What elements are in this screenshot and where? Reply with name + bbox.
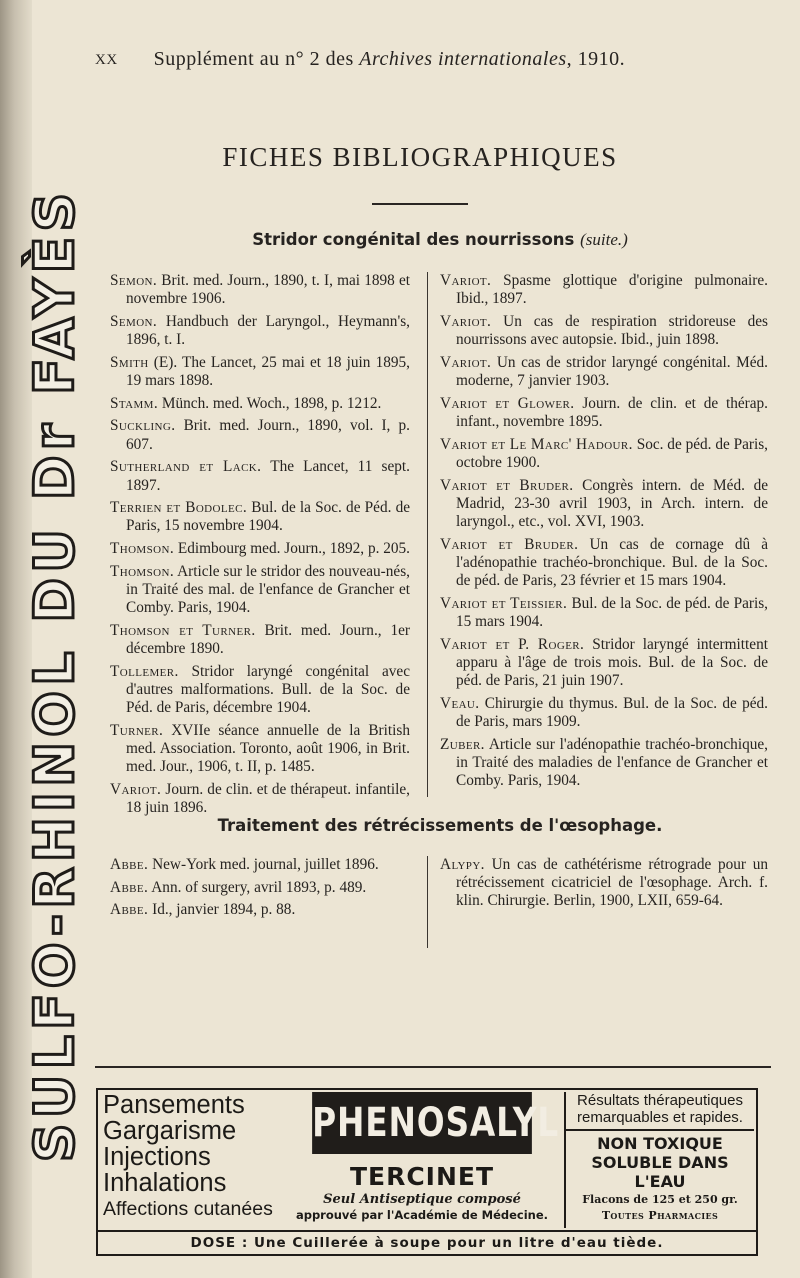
reference-author: Alypy. [440, 856, 485, 873]
ad-dose: DOSE : Une Cuillerée à soupe pour un litre d'eau tiède. [98, 1230, 756, 1254]
ad-use-item: Injections [103, 1143, 211, 1171]
reference-author: Sutherland et Lack. [110, 458, 262, 476]
reference-citation: Bul. de la Soc. de Péd. de Paris, 15 novembre 1904. [126, 499, 411, 535]
reference-entry [440, 313, 768, 349]
ad-non-toxic: NON TOXIQUE SOLUBLE DANS L'EAU [591, 1134, 729, 1191]
ad-brand-block [286, 1092, 558, 1228]
reference-author: Abbe. [110, 901, 149, 919]
reference-citation: Ann. of surgery, avril 1893, p. 489. [151, 878, 367, 896]
ad-pharmacies: Toutes Pharmacies [601, 1209, 719, 1222]
reference-entry [110, 272, 410, 308]
title-rule [372, 203, 468, 205]
reference-entry [110, 856, 410, 874]
header-text-c: , 1910. [566, 48, 626, 70]
ad-uses-list [103, 1092, 281, 1222]
reference-citation: Brit. med. Journ., 1er décembre 1890. [126, 621, 410, 658]
reference-citation: Id., janvier 1894, p. 88. [152, 901, 296, 919]
ad-maker: TERCINET [349, 1162, 495, 1191]
section-title-stridor [95, 230, 785, 250]
reference-author: Abbe. [110, 856, 149, 873]
reference-author: Abbe. [110, 878, 149, 896]
reference-citation: The Lancet, 11 sept. 1897. [126, 458, 410, 494]
section-title-oesophage [95, 816, 785, 835]
reference-entry [440, 395, 768, 431]
reference-entry [440, 354, 768, 390]
reference-entry [440, 595, 768, 631]
reference-citation: Article sur l'adénopathie trachéo-bronchique, in Traité des maladies de l'enfance de Grancher et Comby. Paris, 1904. [456, 735, 768, 790]
reference-entry [110, 395, 410, 413]
reference-entry [110, 563, 410, 618]
reference-entry [110, 458, 410, 494]
running-header [95, 48, 735, 71]
reference-entry [110, 622, 410, 658]
reference-entry [110, 901, 410, 919]
reference-author: Semon. [110, 312, 158, 330]
reference-author: Variot et Bruder. [440, 476, 574, 494]
reference-entry [110, 313, 410, 349]
reference-entry [440, 272, 768, 308]
reference-author: Thomson. [110, 540, 175, 558]
reference-entry [110, 722, 410, 777]
reference-citation: Chirurgie du thymus. Bul. de la Soc. de péd. de Paris, mars 1909. [456, 694, 768, 730]
reference-author: Variot. [440, 272, 492, 289]
reference-citation: Un cas de cornage dû à l'adénopathie trachéo-bronchique. Bul. de la Soc. de péd. de Paris, 23 février et 15 mars 1904. [456, 535, 768, 590]
bottom-rule [95, 1066, 771, 1068]
stridor-column-left [110, 272, 410, 822]
page-title: FICHES BIBLIOGRAPHIQUES [222, 142, 618, 172]
reference-entry [110, 499, 410, 535]
reference-citation: Soc. de péd. de Paris, octobre 1900. [456, 435, 769, 471]
ad-brand: PHENOSALYL [312, 1092, 532, 1154]
reference-citation: Journ. de clin. et de thérap. infant., novembre 1895. [456, 394, 768, 430]
reference-entry [110, 879, 410, 897]
reference-citation: Handbuch der Laryngol., Heymann's, 1896, t. I. [126, 312, 410, 349]
reference-author: Terrien et Bodolec. [110, 499, 248, 517]
reference-citation: Stridor laryngé intermittent apparu à l'âge de trois mois. Bul. de la Soc. de péd. de Paris, 21 juin 1907. [456, 635, 768, 690]
reference-citation: New-York med. journal, juillet 1896. [152, 856, 379, 873]
reference-citation: Edimbourg med. Journ., 1892, p. 205. [177, 540, 411, 558]
reference-entry [440, 477, 768, 532]
reference-entry [440, 436, 768, 472]
ad-bottles: Flacons de 125 et 250 gr. [582, 1193, 738, 1206]
reference-author: Variot et Bruder. [440, 535, 579, 553]
reference-citation: Un cas de respiration stridoreuse des nourrissons avec autopsie. Ibid., juin 1898. [456, 312, 768, 349]
reference-entry [110, 354, 410, 390]
reference-citation: Spasme glottique d'origine pulmonaire. Ibid., 1897. [456, 272, 769, 308]
reference-entry [110, 417, 410, 453]
section-title-stridor-text: Stridor congénital des nourrissons [252, 230, 575, 249]
reference-citation: Article sur le stridor des nouveau-nés, in Traité des mal. de l'enfance de Grancher et Comby. Paris, 1904. [126, 562, 410, 617]
header-text [154, 48, 625, 71]
ad-claims [564, 1092, 754, 1228]
oesophage-column-right [440, 856, 768, 915]
reference-author: Semon. [110, 272, 158, 289]
reference-author: Variot. [110, 781, 162, 799]
page-number: XX [95, 52, 118, 68]
reference-citation: Un cas de stridor laryngé congénital. Méd. moderne, 7 janvier 1903. [456, 353, 768, 390]
reference-citation: Journ. de clin. et de thérapeut. infantile, 18 juin 1896. [126, 781, 411, 817]
reference-entry [110, 540, 410, 558]
ad-use-item: Pansements [103, 1091, 245, 1119]
ad-approval: approuvé par l'Académie de Médecine. [295, 1208, 549, 1222]
section-title-suite: (suite.) [580, 230, 628, 249]
reference-citation: Brit. med. Journ., 1890, t. I, mai 1898 et novembre 1906. [126, 272, 411, 308]
spine-advert [18, 150, 90, 1200]
reference-author: Turner. [110, 721, 164, 739]
reference-citation: Congrès intern. de Méd. de Madrid, 23-30 avril 1903, in Arch. intern. de laryngol., etc., vol. XVI, 1903. [456, 476, 769, 530]
reference-author: Tollemer. [110, 662, 179, 680]
reference-author: Veau. [440, 694, 480, 712]
reference-citation: Bul. de la Soc. de péd. de Paris, 15 mars 1904. [456, 594, 768, 630]
reference-entry [110, 781, 410, 817]
column-divider-2 [427, 856, 428, 948]
reference-citation: Münch. med. Woch., 1898, p. 1212. [161, 394, 382, 412]
reference-citation: (E). The Lancet, 25 mai et 18 juin 1895, 19 mars 1898. [126, 353, 410, 390]
stridor-column-right [440, 272, 768, 795]
reference-author: Stamm. [110, 394, 159, 412]
reference-entry [440, 695, 768, 731]
reference-author: Thomson et Turner. [110, 621, 256, 639]
header-journal: Archives internationales [359, 48, 567, 70]
reference-citation: Brit. med. Journ., 1890, vol. I, p. 607. [126, 417, 410, 453]
phenosalyl-advert [96, 1088, 758, 1256]
spine-advert-text: SULFO-RHINOL DU Dr FAYÈS [22, 187, 86, 1163]
reference-author: Variot et Teissier. [440, 594, 568, 612]
reference-entry [440, 856, 768, 911]
reference-entry [110, 663, 410, 718]
reference-citation: Stridor laryngé congénital avec d'autres malformations. Bull. de la Soc. de Péd. de Paris, décembre 1904. [126, 662, 410, 717]
reference-author: Variot. [440, 312, 492, 330]
reference-author: Variot. [440, 353, 492, 371]
reference-author: Thomson. [110, 562, 175, 580]
reference-author: Variot et Glower. [440, 394, 575, 412]
oesophage-column-left [110, 856, 410, 924]
reference-author: Variot et Le Marc' Hadour. [440, 435, 633, 453]
ad-use-item: Gargarisme [103, 1117, 237, 1145]
reference-author: Variot et P. Roger. [440, 635, 585, 653]
reference-entry [440, 736, 768, 791]
ad-use-item: Affections cutanées [103, 1198, 273, 1220]
reference-entry [440, 636, 768, 691]
ad-use-item: Inhalations [103, 1169, 227, 1197]
header-text-a: Supplément au n° 2 des [153, 48, 360, 70]
reference-author: Suckling. [110, 417, 176, 435]
reference-entry [440, 536, 768, 591]
column-divider [427, 272, 428, 797]
reference-author: Smith [110, 353, 149, 371]
ad-results: Résultats thérapeutiques remarquables et rapides. [566, 1092, 754, 1131]
ad-tagline: Seul Antiseptique composé [323, 1192, 521, 1207]
reference-citation: XVIIe séance annuelle de la British med. Association. Toronto, août 1906, in Brit. med. Jour., 1906, t. II, p. 1485. [126, 721, 410, 776]
section-title-oesophage-text: Traitement des rétrécissements de l'œsophage. [217, 816, 663, 835]
reference-author: Zuber. [440, 735, 485, 753]
reference-citation: Un cas de cathétérisme rétrograde pour un rétrécissement cicatriciel de l'œsophage. Arch. f. klin. Chirurgie. Berlin, 1900, LXII, 659-64. [456, 856, 768, 910]
